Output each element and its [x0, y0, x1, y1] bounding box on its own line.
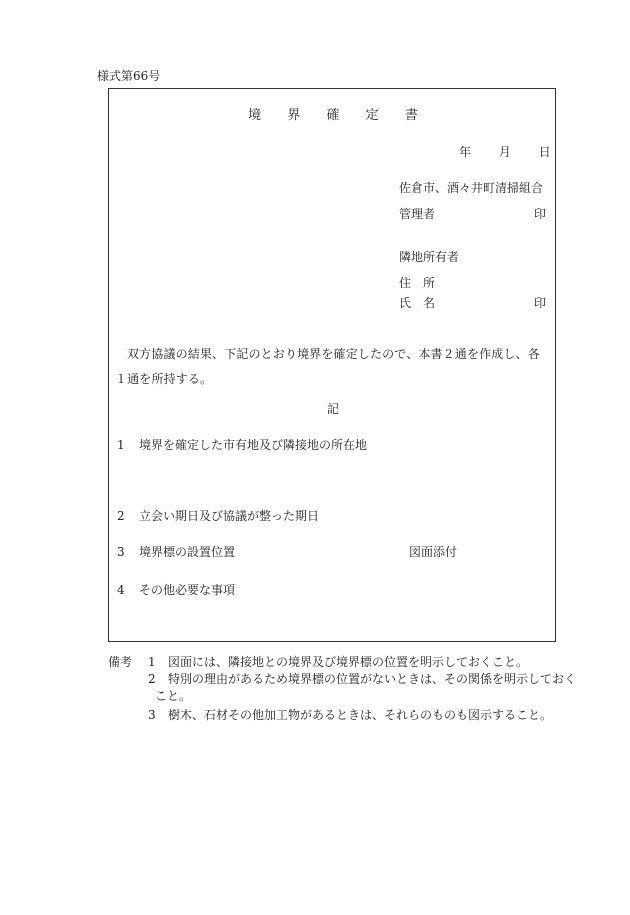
item-text: 境界を確定した市有地及び隣接地の所在地: [139, 438, 368, 452]
address-label: 住 所: [399, 276, 436, 290]
item-text: 立会い期日及び協議が整った期日: [139, 509, 320, 523]
list-item: [117, 584, 235, 596]
list-item: [117, 510, 319, 522]
body-paragraph: 双方協議の結果、下記のとおり境界を確定したので、本書２通を作成し、各１通を所持する。: [115, 347, 540, 386]
item-text: 境界標の設置位置: [139, 545, 236, 559]
date-line: [459, 146, 551, 158]
organization-name: 佐倉市、酒々井町清掃組合: [399, 181, 544, 195]
list-item: [117, 439, 367, 451]
notes-heading: 備考: [108, 655, 133, 669]
title-char: 境: [248, 108, 262, 123]
document-frame: [108, 88, 556, 642]
note-text: 樹木、石材その他加工物があるときは、それらのものも図示すること。: [168, 708, 553, 722]
name-label: 氏 名: [399, 296, 436, 310]
note-number: 1: [148, 655, 156, 669]
list-item: [117, 546, 235, 558]
title-char: 定: [365, 108, 379, 123]
title-char: 確: [326, 108, 340, 123]
document-title: [109, 109, 557, 122]
owner-stamp: 印: [534, 296, 547, 310]
item-number: 1: [117, 438, 125, 452]
title-char: 書: [404, 108, 418, 123]
note-item: [148, 656, 528, 668]
neighbor-owner-label: 隣地所有者: [399, 250, 460, 264]
title-char: 界: [287, 108, 301, 123]
item-number: 3: [117, 545, 125, 559]
attachment-note: 図面添付: [409, 545, 458, 559]
item-number: 2: [117, 509, 125, 523]
note-text-continuation: こと。: [155, 689, 192, 703]
note-item: [148, 709, 552, 721]
item-number: 4: [117, 583, 125, 597]
note-text: 図面には、隣接地との境界及び境界標の位置を明示しておくこと。: [168, 655, 529, 669]
year-label: 年: [459, 145, 472, 159]
day-label: 日: [538, 145, 551, 159]
manager-label: 管理者: [399, 207, 436, 221]
ki-heading: 記: [326, 402, 339, 416]
form-number-label: 様式第66号: [97, 69, 161, 83]
month-label: 月: [498, 145, 511, 159]
manager-stamp: 印: [534, 207, 547, 221]
item-text: その他必要な事項: [139, 583, 236, 597]
note-number: 2: [148, 672, 156, 686]
note-text: 特別の理由があるため境界標の位置がないときは、その関係を明示しておく: [168, 672, 577, 686]
note-item: [148, 673, 576, 685]
note-number: 3: [148, 708, 156, 722]
